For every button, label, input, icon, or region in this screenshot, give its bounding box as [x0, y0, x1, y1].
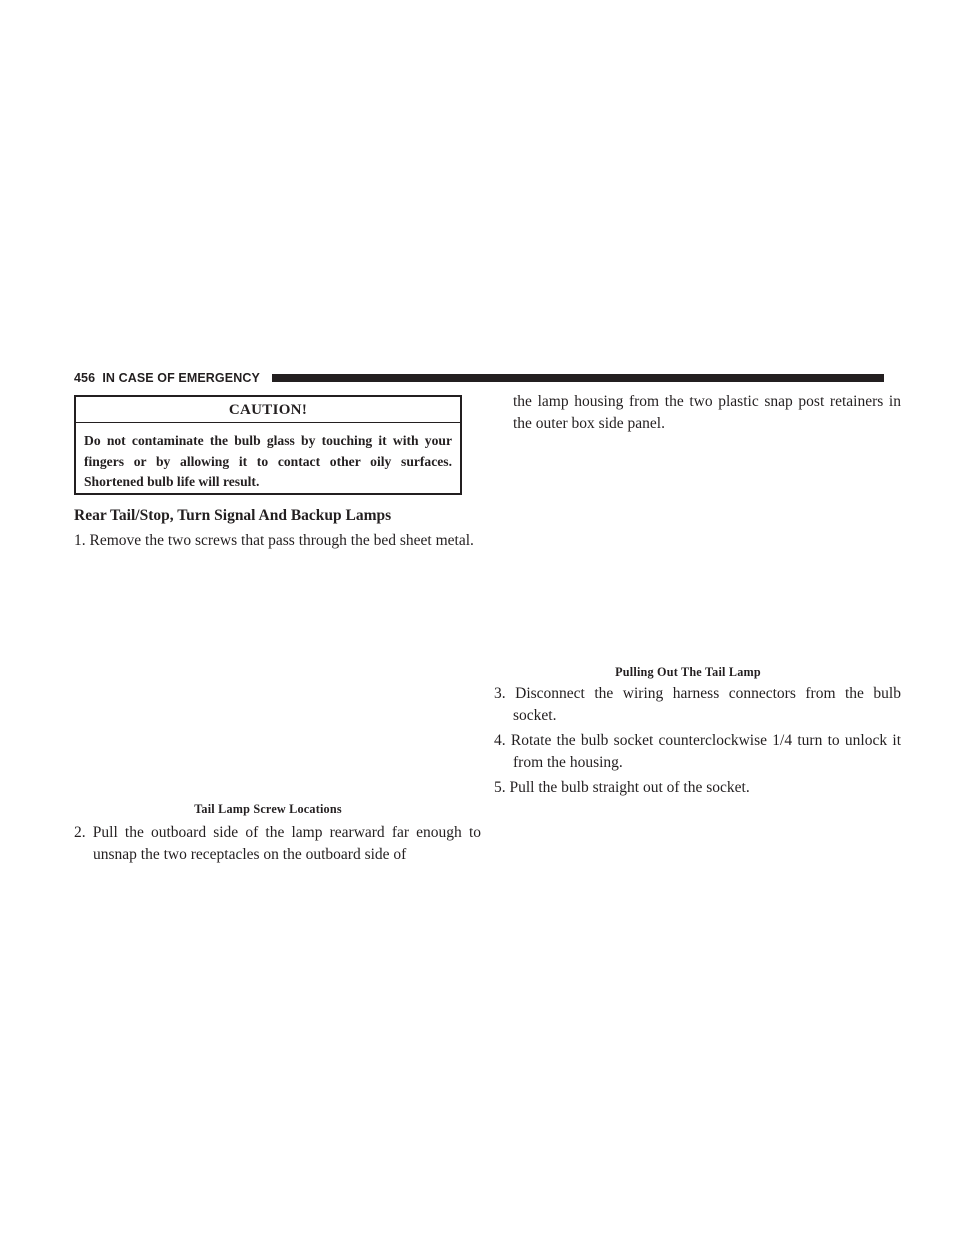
page-header [74, 370, 884, 386]
step-4: 4. Rotate the bulb socket counterclockwise 1/4 turn to unlock it from the housing. [494, 732, 901, 771]
header-rule [272, 374, 884, 382]
step-5: 5. Pull the bulb straight out of the socket. [494, 779, 750, 796]
caution-title: CAUTION! [76, 397, 460, 423]
step-2-continued: the lamp housing from the two plastic snap post retainers in the outer box side panel. [513, 393, 901, 432]
figure-tail-lamp-screws [74, 580, 462, 798]
step-2: 2. Pull the outboard side of the lamp rearward far enough to unsnap the two receptacles on the outboard side of [74, 824, 481, 863]
section-heading: Rear Tail/Stop, Turn Signal And Backup Lamps [74, 507, 392, 524]
figure-pulling-out-tail-lamp [494, 445, 882, 661]
caution-box [74, 395, 462, 495]
step-3: 3. Disconnect the wiring harness connectors from the bulb socket. [494, 685, 901, 724]
caution-body: Do not contaminate the bulb glass by touching it with your fingers or by allowing it to contact other oily surfaces. Shortened bulb life will result. [84, 433, 452, 489]
page-number: 456 [74, 371, 96, 385]
figure-caption-right: Pulling Out The Tail Lamp [615, 665, 761, 679]
page-header-text [74, 370, 260, 386]
section-title: IN CASE OF EMERGENCY [102, 371, 260, 385]
step-1: 1. Remove the two screws that pass through the bed sheet metal. [74, 532, 474, 549]
figure-caption-left: Tail Lamp Screw Locations [194, 802, 342, 816]
